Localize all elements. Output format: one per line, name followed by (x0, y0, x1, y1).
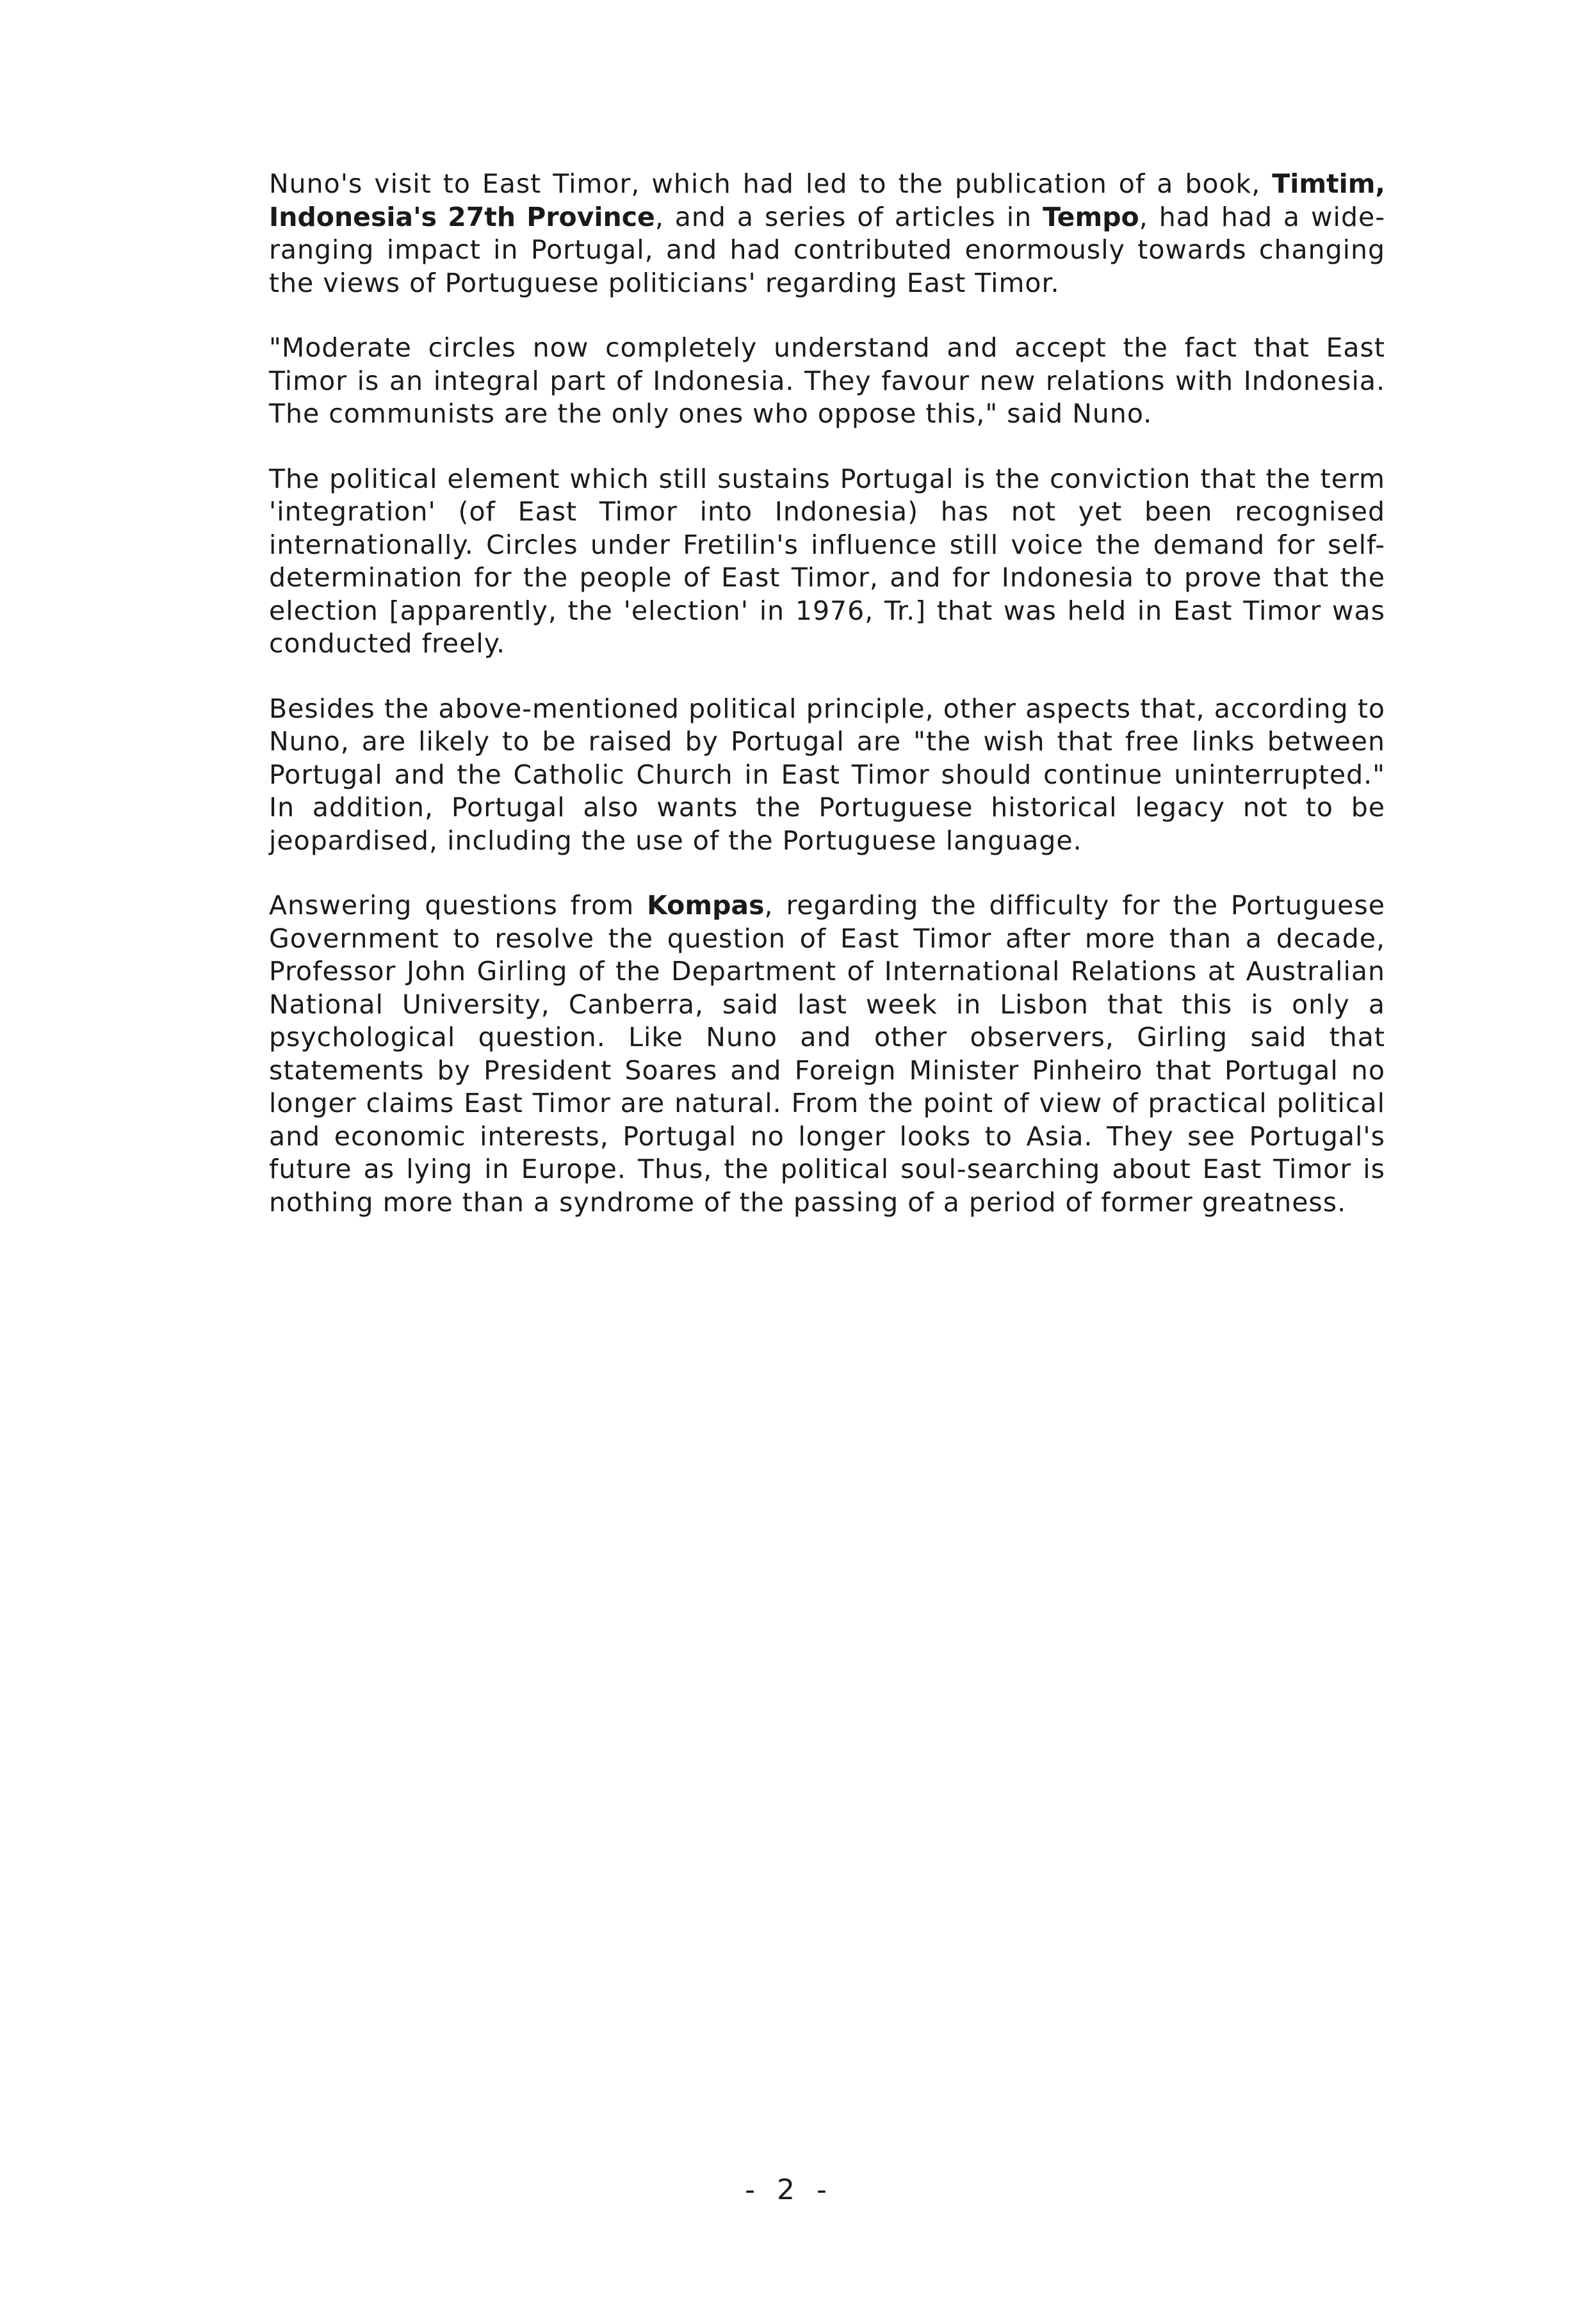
text-segment: The political element which still sustains Portugal is the conviction that the term 'integration' (of East Timor into Indonesia) has not yet been recognised internationally. Circles under Fretilin's influence still voice the demand for self-determination for the people of East Timor, and for Indonesia to prove that the election [apparently, the 'election' in 1976, Tr.] that was held in East Timor was conducted freely. (269, 463, 1385, 659)
page-number: - 2 - (745, 2174, 833, 2206)
text-segment: , regarding the difficulty for the Portuguese Government to resolve the question of East Timor after more than a decade, Professor John Girling of the Department of International Relations at Australian National University, Canberra, said last week in Lisbon that this is only a psychological question. Like Nuno and other observers, Girling said that statements by President Soares and Foreign Minister Pinheiro that Portugal no longer claims East Timor are natural. From the point of view of practical political and economic interests, Portugal no longer looks to Asia. They see Portugal's future as lying in Europe. Thus, the political soul-searching about East Timor is nothing more than a syndrome of the passing of a period of former greatness. (269, 890, 1385, 1218)
paragraph-3 (269, 463, 1385, 661)
text-segment: Nuno's visit to East Timor, which had led to the publication of a book, (269, 168, 1273, 199)
text-segment: , had had a wide-ranging impact in Portugal, and had contributed enormously towards changing the views of Portuguese politicians' regarding East Timor. (269, 201, 1385, 298)
paragraph-5 (269, 889, 1385, 1219)
text-segment: , and a series of articles in (655, 201, 1043, 232)
text-segment: "Moderate circles now completely understand and accept the fact that East Timor is an integral part of Indonesia. They favour new relations with Indonesia. The communists are the only ones who oppose this," said Nuno. (269, 332, 1385, 429)
text-segment: Besides the above-mentioned political principle, other aspects that, according to Nuno, are likely to be raised by Portugal are "the wish that free links between Portugal and the Catholic Church in East Timor should continue uninterrupted." In addition, Portugal also wants the Portuguese historical legacy not to be jeopardised, including the use of the Portuguese language. (269, 693, 1385, 856)
book-title: Timtim, Indonesia's 27th Province (269, 168, 1385, 232)
paragraph-1 (269, 168, 1385, 300)
publication-name: Tempo (1043, 201, 1139, 232)
body-text (269, 168, 1385, 1251)
paragraph-2 (269, 332, 1385, 431)
publication-name: Kompas (647, 890, 765, 921)
text-segment: Answering questions from (269, 890, 647, 921)
paragraph-4 (269, 693, 1385, 858)
